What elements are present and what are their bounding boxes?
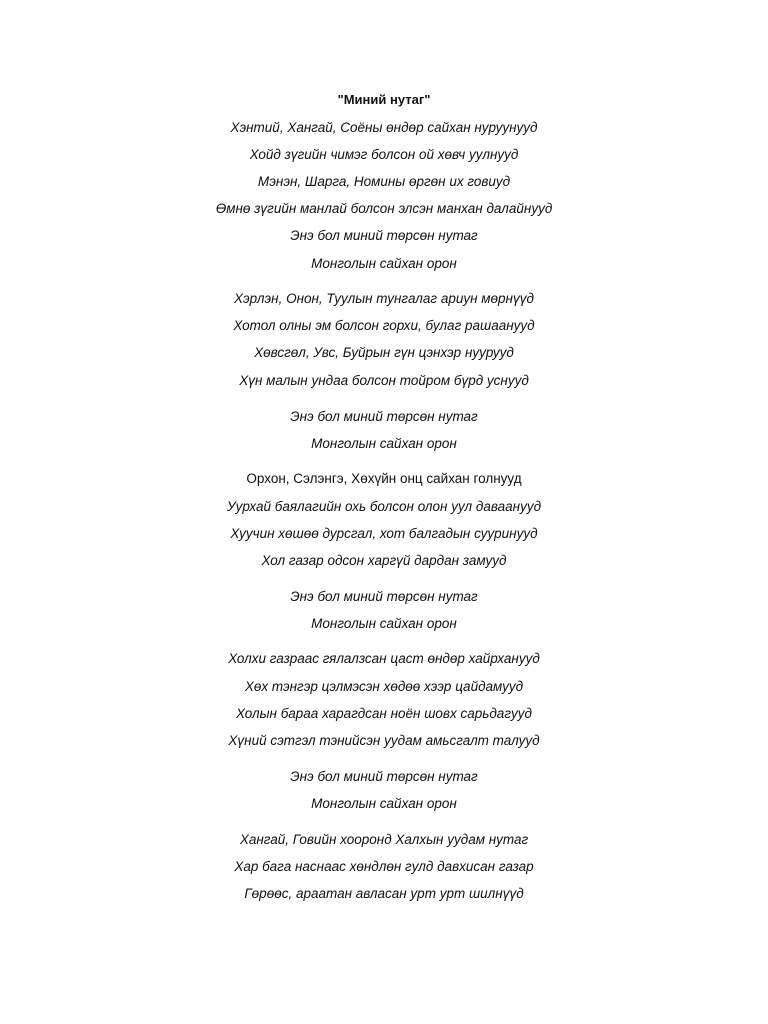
- poem-line: Хангай, Говийн хооронд Халхын уудам нутаг: [239, 832, 529, 847]
- poem-line: Өмнө зүгийн манлай болсон элсэн манхан далайнууд: [215, 201, 553, 216]
- refrain-line: Монголын сайхан орон: [311, 616, 457, 631]
- poem-line: Холын бараа харагдсан ноён шовх сарьдагууд: [236, 706, 532, 721]
- poem-line: Хөвсгөл, Увс, Буйрын гүн цэнхэр нуурууд: [254, 345, 514, 360]
- poem-line: Хотол олны эм болсон горхи, булаг рашаанууд: [233, 318, 535, 333]
- poem-line: Хүний сэтгэл тэнийсэн уудам амьсгалт талууд: [228, 733, 540, 748]
- poem-line: Хол газар одсон харгүй дардан замууд: [261, 553, 507, 568]
- poem-title: "Миний нутаг": [337, 92, 431, 107]
- poem-line: Хуучин хөшөө дурсгал, хот балгадын сууринууд: [230, 526, 538, 541]
- poem-line: Хойд зүгийн чимэг болсон ой хөвч уулнууд: [249, 147, 519, 162]
- poem-line: Хэнтий, Хангай, Соёны өндөр сайхан нуруунууд: [230, 120, 538, 135]
- refrain-line: Энэ бол миний төрсөн нутаг: [290, 409, 478, 424]
- refrain-line: Энэ бол миний төрсөн нутаг: [290, 589, 478, 604]
- poem-line: Орхон, Сэлэнгэ, Хөхүйн онц сайхан голнууд: [246, 471, 522, 486]
- poem-line: Хар бага наснаас хөндлөн гулд давхисан газар: [234, 859, 534, 874]
- refrain-line: Монголын сайхан орон: [311, 256, 457, 271]
- refrain-line: Монголын сайхан орон: [311, 796, 457, 811]
- refrain-line: Энэ бол миний төрсөн нутаг: [290, 769, 478, 784]
- poem-line: Хэрлэн, Онон, Туулын тунгалаг ариун мөрнүүд: [234, 291, 534, 306]
- refrain-line: Энэ бол миний төрсөн нутаг: [290, 228, 478, 243]
- refrain-line: Монголын сайхан орон: [311, 436, 457, 451]
- poem-line: Мэнэн, Шарга, Номины өргөн их говиуд: [257, 174, 511, 189]
- poem-line: Гөрөөс, араатан авласан урт урт шилнүүд: [244, 886, 524, 901]
- poem-line: Уурхай баялагийн охь болсон олон уул даваанууд: [226, 499, 542, 514]
- poem-line: Хөх тэнгэр цэлмэсэн хөдөө хээр цайдамууд: [244, 679, 524, 694]
- poem-line: Холхи газраас гялалзсан цаст өндөр хайрханууд: [228, 651, 540, 666]
- poem-line: Хүн малын ундаа болсон тойром бүрд уснууд: [239, 373, 529, 388]
